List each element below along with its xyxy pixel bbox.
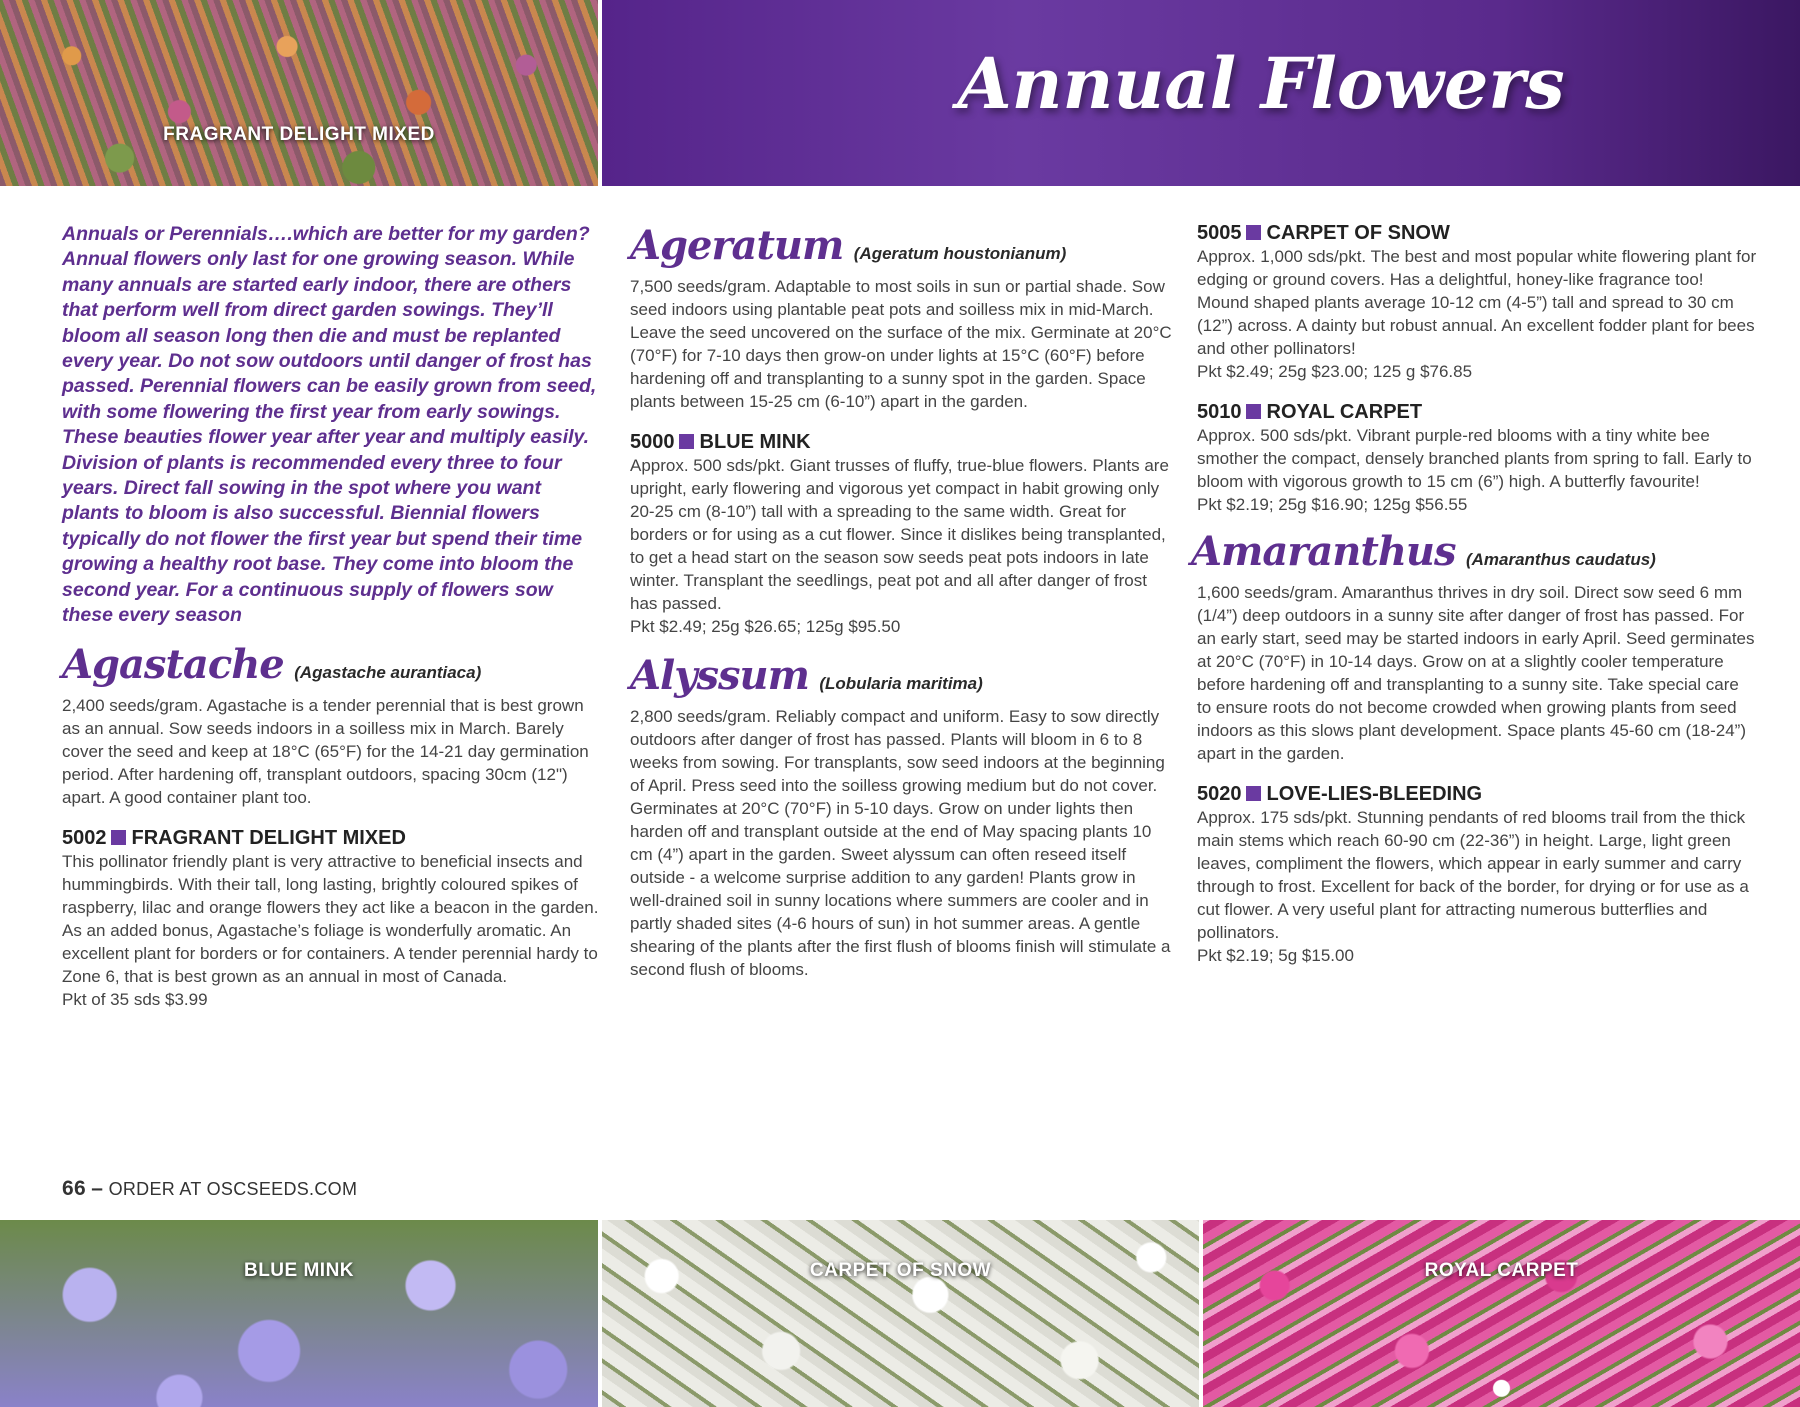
variety-heading — [1197, 222, 1757, 245]
variety-name: CARPET OF SNOW — [1266, 222, 1450, 244]
photo-caption: BLUE MINK — [243, 1260, 355, 1281]
species-description: 2,800 seeds/gram. Reliably compact and uniform. Easy to sow directly outdoors after danger of frost has passed. Plants will bloom in 6 to 8 weeks from sowing. For transplants, sow seed indoors at the beginning of April. Press seed into the soilless growing medium but do not cover. Germinates at 20°C (70°F) in 5-10 days. Grow on under lights then harden off and transplant outside at the end of May spacing plants 10 cm (4”) apart in the garden. Sweet alyssum can often reseed itself outside - a welcome surprise addition to any garden! Plants grow in well-drained soil in sunny locations where summers are cooler and in partly shaded sites (4-6 hours of sun) in hot summer areas. A gentle shearing of the plants after the first flush of blooms finish will stimulate a second flush of blooms. — [630, 707, 1171, 979]
page-footer — [62, 1177, 357, 1201]
species-name: Amaranthus — [1191, 528, 1456, 575]
royal-carpet-photo — [1203, 1220, 1800, 1407]
variety-description: Approx. 1,000 sds/pkt. The best and most popular white flowering plant for edging or ground covers. Has a delightful, honey-like fragrance too! Mound shaped plants average 10-12 cm (4-5”) tall and spread to 30 cm (12”) across. A dainty but robust annual. An excellent fodder plant for bees and other pollinators! — [1197, 247, 1757, 358]
footer-separator: – — [91, 1177, 104, 1200]
column-middle — [630, 222, 1175, 981]
page-title: Annual Flowers — [957, 42, 1565, 125]
variety-heading — [1197, 401, 1757, 424]
purple-square-icon — [1246, 225, 1261, 240]
species-latin: (Amaranthus caudatus) — [1465, 550, 1656, 569]
species-heading-ageratum — [630, 222, 1175, 269]
variety-description: Approx. 500 sds/pkt. Giant trusses of fluffy, true-blue flowers. Plants are upright, early flowering and vigorous yet compact in habit growing only 20-25 cm (8-10”) tall with a spreading to the same width. Great for borders or for using as a cut flower. Since it dislikes being transplanted, to get a head start on the season sow seeds peat pots indoors in late winter. Transplant the seedlings, peat pot and all after danger of frost has passed. — [630, 456, 1169, 613]
variety-description: This pollinator friendly plant is very attractive to beneficial insects and hummingbirds. With their tall, long lasting, brightly coloured spikes of raspberry, lilac and orange flowers they act like a beacon in the garden. As an added bonus, Agastache’s foliage is wonderfully aromatic. An excellent plant for borders or for containers. A tender perennial hardy to Zone 6, that is best grown as an annual in most of Canada. — [62, 851, 599, 986]
species-description: 7,500 seeds/gram. Adaptable to most soils in sun or partial shade. Sow seed indoors using plantable peat pots and soilless mix in mid-March. Leave the seed uncovered on the surface of the mix. Germinate at 20°C (70°F) for 7-10 days then grow-on under lights at 15°C (60°F) before hardening off and transplanting to a sunny spot in the garden. Space plants between 15-25 cm (6-10”) apart in the garden. — [630, 277, 1172, 411]
variety-code: 5020 — [1197, 783, 1242, 805]
variety-price: Pkt $2.49; 25g $23.00; 125 g $76.85 — [1197, 362, 1473, 381]
variety-price: Pkt of 35 sds $3.99 — [62, 989, 208, 1009]
variety-code: 5005 — [1197, 222, 1242, 244]
species-description: 1,600 seeds/gram. Amaranthus thrives in dry soil. Direct sow seed 6 mm (1/4”) deep outdoors in a sunny site after danger of frost has passed. For an early start, seed may be started indoors in early April. Seed germinates at 20°C (70°F) in 10-14 days. Grow on at a slightly cooler temperature before hardening off and transplanting to a sunny site. Take special care to ensure roots do not become crowded when growing plants from seed indoors as this slows plant development. Space plants 45-60 cm (18-24”) apart in the garden. — [1197, 583, 1755, 763]
purple-square-icon — [679, 434, 694, 449]
variety-code: 5002 — [62, 826, 107, 849]
blue-mink-photo — [0, 1220, 598, 1407]
species-latin: (Agastache aurantiaca) — [294, 662, 482, 682]
page-number: 66 — [62, 1177, 86, 1200]
order-link[interactable]: ORDER AT OSCSEEDS.COM — [108, 1179, 358, 1199]
species-heading-agastache — [62, 641, 602, 688]
variety-price: Pkt $2.49; 25g $26.65; 125g $95.50 — [630, 617, 901, 636]
fragrant-delight-photo — [0, 0, 598, 186]
carpet-of-snow-photo — [602, 1220, 1199, 1407]
variety-name: BLUE MINK — [699, 431, 811, 453]
variety-name: ROYAL CARPET — [1266, 401, 1423, 423]
species-heading-amaranthus — [1191, 528, 1757, 575]
purple-square-icon — [111, 830, 126, 845]
column-left — [62, 222, 602, 1011]
species-heading-alyssum — [630, 652, 1175, 699]
intro-text: Annuals or Perennials….which are better for my garden? Annual flowers only last for one growing season. While many annuals are started early indoor, there are others that perform well from direct garden sowings. They’ll bloom all season long then die and must be replanted every year. Do not sow outdoors until danger of frost has passed. Perennial flowers can be easily grown from seed, with some flowering the first year from early sowings. These beauties flower year after year and multiply easily. Division of plants is recommended every three to four years. Direct fall sowing in the spot where you want plants to bloom is also successful. Biennial flowers typically do not flower the first year but spend their time growing a healthy root base. They come into bloom the second year. For a continuous supply of flowers sow these every season — [62, 223, 597, 627]
variety-description: Approx. 175 sds/pkt. Stunning pendants of red blooms trail from the thick main stems which reach 60-90 cm (22-36”) in height. Large, light green leaves, compliment the flowers, which appear in early summer and carry through to frost. Excellent for back of the border, for drying or for use as a cut flower. A very useful plant for attracting numerous butterflies and pollinators. — [1197, 808, 1749, 942]
species-name: Alyssum — [630, 652, 809, 699]
column-right — [1191, 222, 1757, 967]
photo-caption: CARPET OF SNOW — [809, 1260, 992, 1281]
purple-square-icon — [1246, 404, 1261, 419]
variety-code: 5000 — [630, 431, 675, 453]
photo-caption: ROYAL CARPET — [1424, 1260, 1579, 1281]
species-name: Agastache — [62, 640, 284, 688]
variety-heading — [630, 431, 1175, 454]
variety-price: Pkt $2.19; 25g $16.90; 125g $56.55 — [1197, 495, 1468, 514]
species-description: 2,400 seeds/gram. Agastache is a tender perennial that is best grown as an annual. Sow seeds indoors in a soilless mix in March. Barely cover the seed and keep at 18°C (65°F) for the 14-21 day germination period. After hardening off, transplant outdoors, spacing 30cm (12") apart. A good container plant too. — [62, 695, 589, 807]
variety-heading — [1197, 783, 1757, 806]
species-latin: (Ageratum houstonianum) — [853, 244, 1067, 263]
title-banner — [602, 0, 1800, 186]
variety-name: LOVE-LIES-BLEEDING — [1266, 783, 1483, 805]
variety-price: Pkt $2.19; 5g $15.00 — [1197, 946, 1354, 965]
species-name: Ageratum — [630, 222, 844, 269]
variety-name: FRAGRANT DELIGHT MIXED — [131, 826, 406, 849]
species-latin: (Lobularia maritima) — [819, 674, 983, 693]
variety-code: 5010 — [1197, 401, 1242, 423]
variety-description: Approx. 500 sds/pkt. Vibrant purple-red blooms with a tiny white bee smother the compact, densely branched plants from spring to fall. Early to bloom with vigorous growth to 15 cm (6”) high. A butterfly favourite! — [1197, 426, 1752, 491]
photo-caption: FRAGRANT DELIGHT MIXED — [163, 124, 435, 145]
variety-heading — [62, 827, 602, 850]
purple-square-icon — [1246, 786, 1261, 801]
